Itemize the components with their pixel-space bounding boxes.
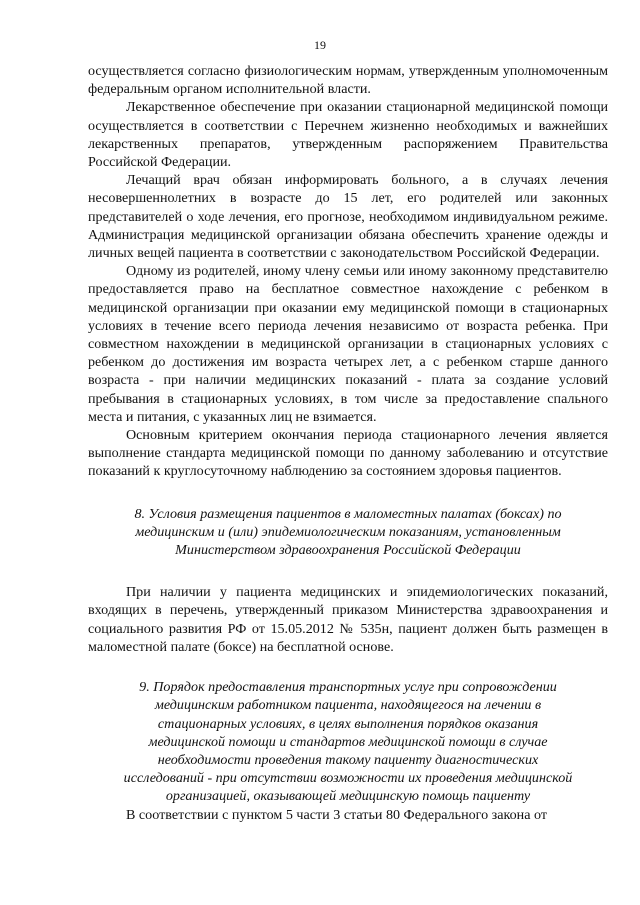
paragraph-medication-supply: Лекарственное обеспечение при оказании стационарной медицинской помощи осуществляется в соответствии с Перечнем жизненно необходимых и важнейших лекарственных препаратов, утвержденным распоряжением Правительства Российской Федерации. <box>88 99 608 171</box>
paragraph-continuation: осуществляется согласно физиологическим нормам, утвержденным уполномоченным федеральным органом исполнительной власти. <box>88 63 608 98</box>
paragraph-parent-stay: Одному из родителей, иному члену семьи или иному законному представителю предоставляется право на бесплатное совместное нахождение с ребенком в медицинской организации при оказании ему медицинской помощи в стационарных условиях в течение всего периода лечения независимо от возраста ребенка. При совместном нахождении в медицинской организации в стационарных условиях с ребенком до достижения им возраста четырех лет, а с ребенком старше данного возраста - при наличии медицинских показаний - плата за создание условий пребывания в стационарных условиях, в том числе за предоставление спального места и питания, с указанных лиц не взимается. <box>88 263 608 425</box>
document-body <box>88 62 608 824</box>
paragraph-federal-law: В соответствии с пунктом 5 части 3 статьи 80 Федерального закона от <box>126 806 548 823</box>
page-number: 19 <box>314 38 326 52</box>
paragraph-isolation-ward: При наличии у пациента медицинских и эпидемиологических показаний, входящих в перечень, утвержденный приказом Министерства здравоохранения и социального развития РФ от 15.05.2012 № 535н, пациент должен быть размещен в маломестной палате (боксе) на бесплатной основе. <box>88 584 608 655</box>
paragraph-discharge-criteria: Основным критерием окончания периода стационарного лечения является выполнение стандарта медицинской помощи по данному заболеванию и отсутствие показаний к круглосуточному наблюдению за состоянием здоровья пациентов. <box>88 427 608 480</box>
section-heading-8: 8. Условия размещения пациентов в маломестных палатах (боксах) по медицинским и (или) эпидемиологическим показаниям, установленным Министерством здравоохранения Российской Федерации <box>134 505 562 559</box>
section-heading-9: 9. Порядок предоставления транспортных услуг при сопровождении медицинским работником пациента, находящегося на лечении в стационарных условиях, в целях выполнения порядков оказания медицинской помощи и стандартов медицинской помощи в случае необходимости проведения такому пациенту диагностических исследований - при отсутствии возможности их проведения медицинской организацией, оказывающей медицинскую помощь пациенту <box>123 679 573 805</box>
paragraph-doctor-obligations: Лечащий врач обязан информировать больного, а в случаях лечения несовершеннолетних в возрасте до 15 лет, его родителей или законных представителей о ходе лечения, его прогнозе, необходимом индивидуальном режиме. Администрация медицинской организации обязана обеспечить хранение одежды и личных вещей пациента в соответствии с законодательством Российской Федерации. <box>88 172 608 262</box>
